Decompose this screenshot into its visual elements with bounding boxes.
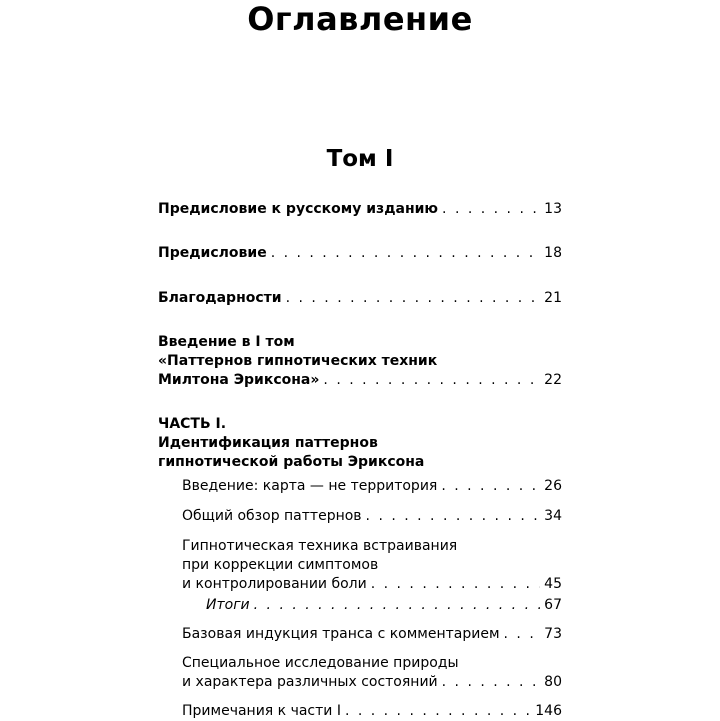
toc-entry-title: и контролировании боли — [182, 576, 367, 592]
toc-entry-title: Предисловие к русскому изданию — [158, 201, 439, 217]
toc-page-number: 146 — [535, 703, 562, 719]
toc-entry-notes-part-1 — [182, 702, 562, 721]
toc-entry-title: Базовая индукция транса с комментарием — [182, 626, 500, 642]
toc-page-number: 26 — [544, 478, 562, 494]
toc-entry-line — [158, 244, 562, 263]
toc-page-number: 21 — [544, 290, 562, 306]
toc-entry-title: Специальное исследование природы — [182, 655, 459, 671]
dot-leader — [371, 575, 540, 594]
toc-page-number: 67 — [544, 597, 562, 613]
toc-page-number: 73 — [544, 626, 562, 642]
dot-leader — [254, 596, 541, 615]
toc-page-number: 13 — [544, 201, 562, 217]
dot-leader — [286, 289, 541, 308]
toc-entry-title: Общий обзор паттернов — [182, 508, 362, 524]
dot-leader — [323, 371, 540, 390]
toc-entry-preface-russian — [158, 200, 562, 219]
toc-entry-line — [206, 596, 562, 615]
toc-entry-line — [182, 507, 562, 526]
dot-leader — [345, 702, 531, 721]
dot-leader — [442, 673, 541, 692]
toc-entry-title: Введение: карта — не территория — [182, 478, 438, 494]
toc-entry-line — [158, 289, 562, 308]
toc-entry-line — [182, 477, 562, 496]
part-label: ЧАСТЬ I. — [158, 416, 227, 432]
toc-entry-states-study — [182, 654, 562, 692]
toc-entry-line — [182, 625, 562, 644]
dot-leader — [366, 507, 541, 526]
toc-entry-title: Гипнотическая техника встраивания — [182, 538, 458, 554]
toc-entry-title: и характера различных состояний — [182, 674, 438, 690]
toc-page-number: 22 — [544, 372, 562, 388]
toc-page-number: 80 — [544, 674, 562, 690]
part-title: Идентификация паттернов — [158, 435, 378, 451]
toc-entry-title: «Паттернов гипнотических техник — [158, 353, 438, 369]
toc-entry-line — [182, 673, 562, 692]
toc-entry-title: Введение в I том — [158, 334, 295, 350]
dot-leader — [442, 200, 540, 219]
toc-entry-patterns-overview — [182, 507, 562, 526]
dot-leader — [441, 477, 540, 496]
toc-entry-title: Примечания к части I — [182, 703, 341, 719]
toc-entry-introduction — [158, 333, 562, 390]
toc-entry-line — [182, 702, 562, 721]
toc-entry-title: Милтона Эриксона» — [158, 372, 320, 388]
volume-title: Том I — [326, 146, 394, 172]
dot-leader — [271, 244, 540, 263]
dot-leader — [504, 625, 541, 644]
toc-entry-title: Предисловие — [158, 245, 267, 261]
page-title: Оглавление — [247, 0, 473, 38]
toc-entry-line — [158, 200, 562, 219]
toc-page-number: 34 — [544, 508, 562, 524]
toc-entry-line — [158, 371, 562, 390]
toc-entry-embedding-technique — [182, 537, 562, 594]
toc-entry-title: Благодарности — [158, 290, 282, 306]
toc-page-number: 45 — [544, 576, 562, 592]
toc-entry-line — [182, 575, 562, 594]
toc-entry-title: Итоги — [206, 597, 250, 613]
toc-entry-acknowledgements — [158, 289, 562, 308]
toc-entry-title: при коррекции симптомов — [182, 557, 379, 573]
toc-entry-map-not-territory — [182, 477, 562, 496]
toc-entry-trance-induction — [182, 625, 562, 644]
toc-page-number: 18 — [544, 245, 562, 261]
toc-entry-preface — [158, 244, 562, 263]
toc-part-heading — [158, 415, 562, 472]
toc-entry-summary — [206, 596, 562, 615]
part-title: гипнотической работы Эриксона — [158, 454, 425, 470]
